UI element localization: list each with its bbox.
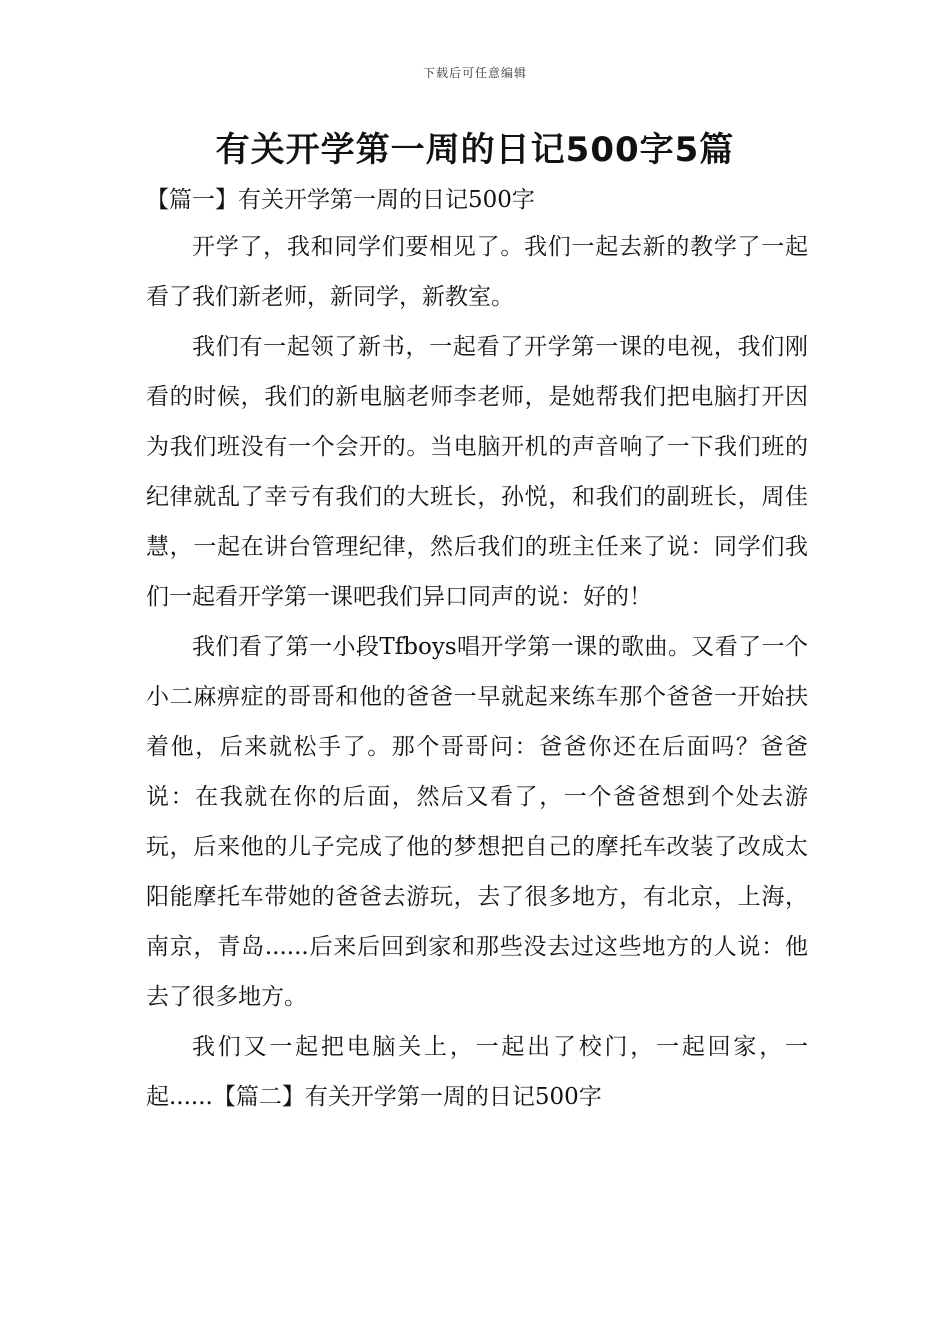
section-heading: 【篇一】有关开学第一周的日记500字 bbox=[146, 187, 535, 213]
header-note: 下载后可任意编辑 bbox=[422, 66, 527, 80]
paragraph-3: 我们看了第一小段Tfboys唱开学第一课的歌曲。又看了一个小二麻痹症的哥哥和他的爸爸一早就起来练车那个爸爸一开始扶着他，后来就松手了。那个哥哥问：爸爸你还在后面吗？爸爸说：在我就在你的后面，然后又看了，一个爸爸想到个处去游玩，后来他的儿子完成了他的梦想把自己的摩托车改装了改成太阳能摩托车带她的爸爸去游玩，去了很多地方，有北京，上海，南京，青岛......后来后回到家和那些没去过这些地方的人说：他去了很多地方。 bbox=[146, 634, 808, 1010]
paragraph-2: 我们有一起领了新书，一起看了开学第一课的电视，我们刚看的时候，我们的新电脑老师李老师，是她帮我们把电脑打开因为我们班没有一个会开的。当电脑开机的声音响了一下我们班的纪律就乱了幸亏有我们的大班长，孙悦，和我们的副班长，周佳慧，一起在讲台管理纪律，然后我们的班主任来了说：同学们我们一起看开学第一课吧我们异口同声的说：好的！ bbox=[146, 334, 808, 610]
document-title: 有关开学第一周的日记500字5篇 bbox=[215, 130, 735, 170]
document-body bbox=[146, 178, 808, 1122]
paragraph-4: 我们又一起把电脑关上，一起出了校门，一起回家，一起......【篇二】有关开学第一周的日记500字 bbox=[146, 1034, 808, 1110]
paragraph-1: 开学了，我和同学们要相见了。我们一起去新的教学了一起看了我们新老师，新同学，新教室。 bbox=[146, 234, 808, 310]
